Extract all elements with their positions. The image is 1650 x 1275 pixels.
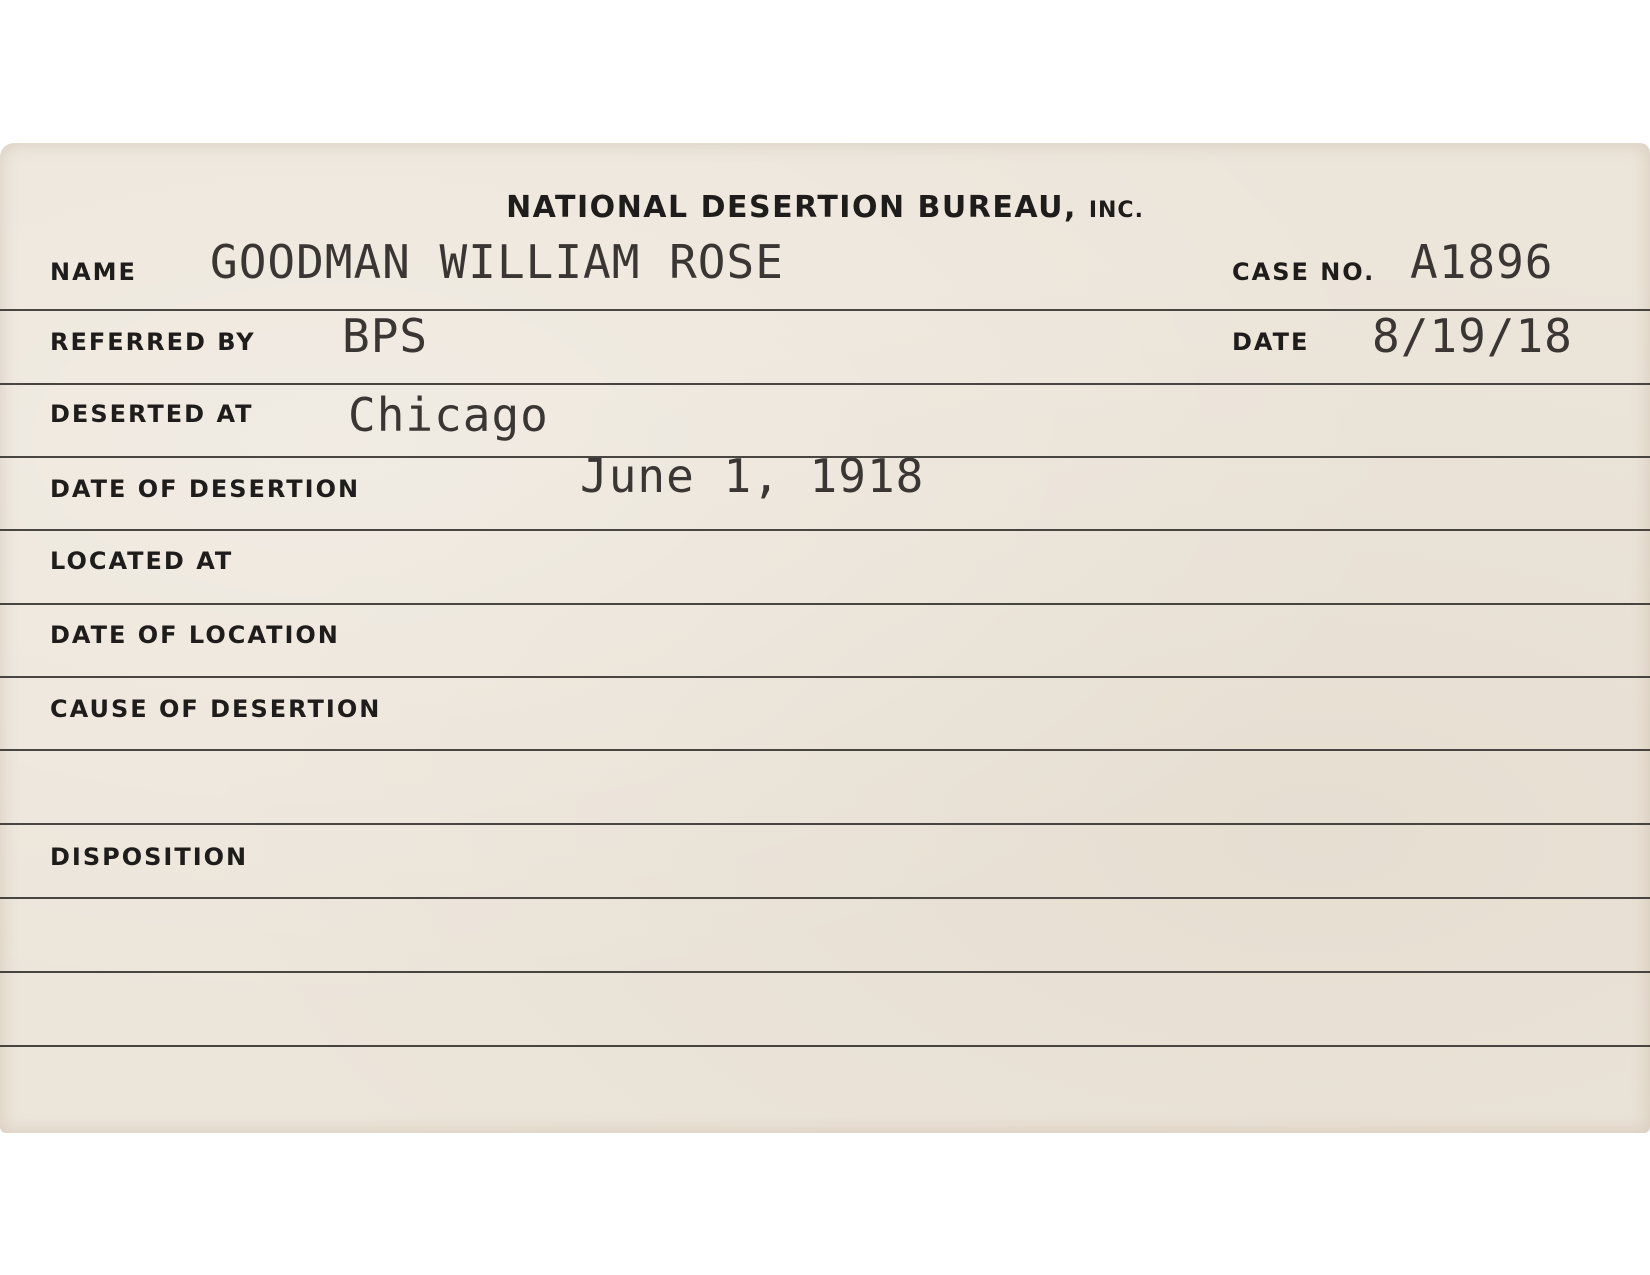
form-rule — [0, 823, 1650, 825]
bureau-name: NATIONAL DESERTION BUREAU, — [506, 190, 1077, 225]
referred-by-value: BPS — [342, 309, 429, 363]
date-of-desertion-value: June 1, 1918 — [580, 449, 925, 503]
date-label: DATE — [1232, 328, 1310, 356]
name-value: GOODMAN WILLIAM ROSE — [210, 235, 784, 289]
date-of-location-label: DATE OF LOCATION — [50, 621, 340, 649]
case-no-label: CASE NO. — [1232, 258, 1376, 286]
deserted-at-label: DESERTED AT — [50, 400, 254, 428]
form-rule — [0, 529, 1650, 531]
form-rule — [0, 676, 1650, 678]
disposition-label: DISPOSITION — [50, 843, 249, 871]
form-rule — [0, 603, 1650, 605]
deserted-at-value: Chicago — [348, 388, 549, 442]
referred-by-label: REFERRED BY — [50, 328, 256, 356]
form-rule — [0, 749, 1650, 751]
cause-of-desertion-label: CAUSE OF DESERTION — [50, 695, 382, 723]
name-label: NAME — [50, 258, 137, 286]
form-rule — [0, 971, 1650, 973]
bureau-suffix: INC. — [1088, 198, 1144, 223]
case-no-value: A1896 — [1410, 235, 1554, 289]
form-rule — [0, 383, 1650, 385]
form-rule — [0, 897, 1650, 899]
date-of-desertion-label: DATE OF DESERTION — [50, 475, 361, 503]
card-heading — [0, 190, 1650, 225]
located-at-label: LOCATED AT — [50, 547, 234, 575]
form-rule — [0, 1045, 1650, 1047]
index-card — [0, 143, 1650, 1133]
date-value: 8/19/18 — [1372, 309, 1573, 363]
